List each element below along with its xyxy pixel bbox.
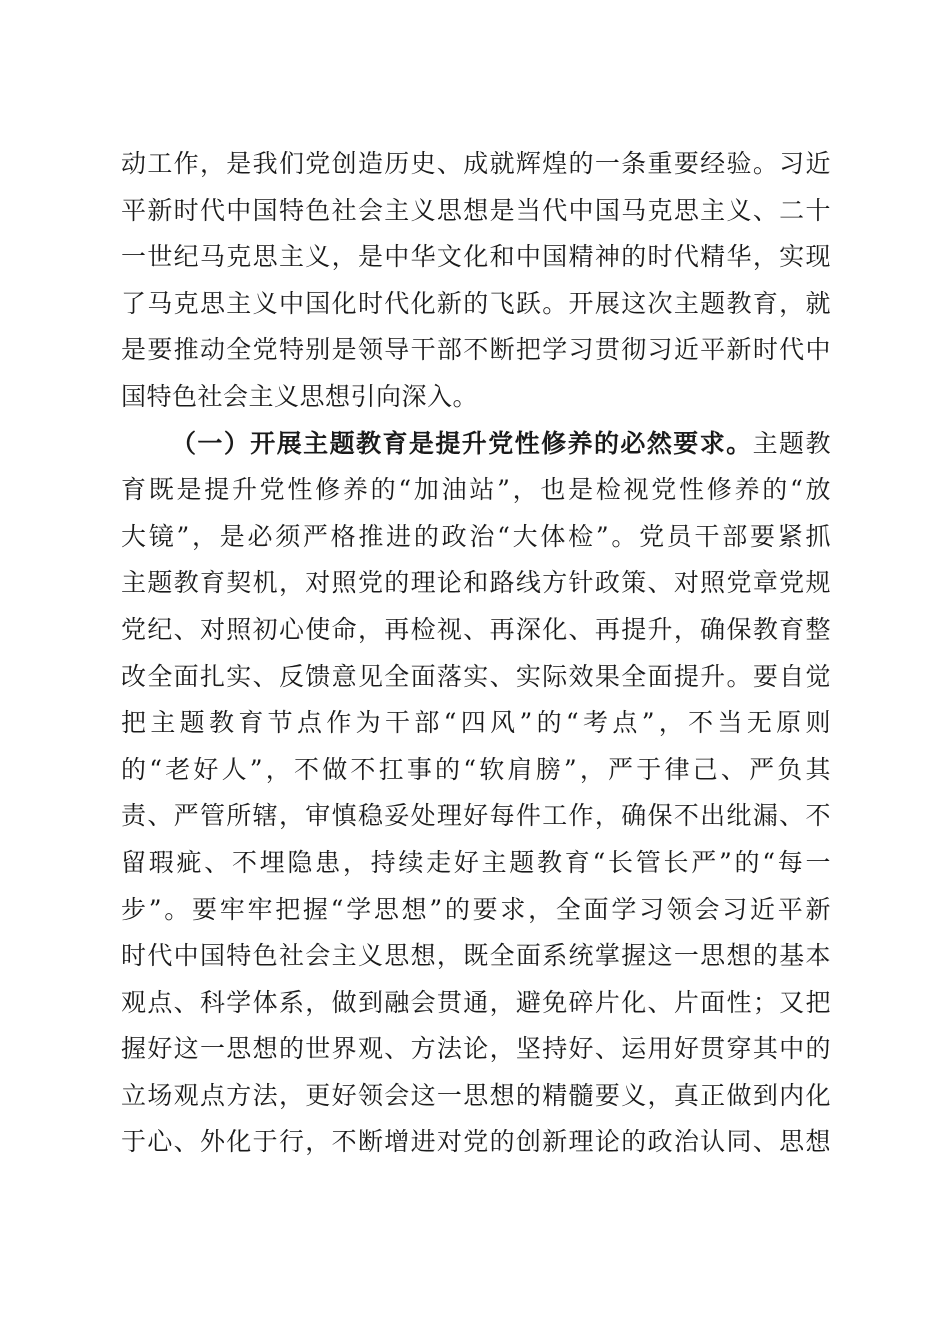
text-line: 育既是提升党性修养的“加油站”，也是检视党性修养的“放 [121,475,831,505]
text-line: 改全面扎实、反馈意见全面落实、实际效果全面提升。要自觉 [121,661,831,691]
text-line: 把主题教育节点作为干部“四风”的“考点”，不当无原则 [121,708,831,738]
text-line: 步”。要牢牢把握“学思想”的要求，全面学习领会习近平新 [121,894,831,924]
paragraph-1 [121,141,831,421]
text-line: 平新时代中国特色社会主义思想是当代中国马克思主义、二十 [121,195,831,225]
text-line: 国特色社会主义思想引向深入。 [121,381,479,411]
text-line: 立场观点方法，更好领会这一思想的精髓要义，真正做到内化 [121,1080,831,1110]
text-line: 观点、科学体系，做到融会贯通，避免碎片化、片面性；又把 [121,987,831,1017]
text-line: 了马克思主义中国化时代化新的飞跃。开展这次主题教育，就 [121,288,831,318]
paragraph-2 [121,421,831,1167]
text-line: 于心、外化于行，不断增进对党的创新理论的政治认同、思想 [121,1127,831,1157]
text-line: 握好这一思想的世界观、方法论，坚持好、运用好贯穿其中的 [121,1034,831,1064]
body-text [121,141,831,1166]
text-line: 的“老好人”，不做不扛事的“软肩膀”，严于律己、严负其 [121,754,831,784]
text-line: 动工作，是我们党创造历史、成就辉煌的一条重要经验。习近 [121,149,831,178]
text-run: 主题教 [752,428,831,458]
text-line: 大镜”，是必须严格推进的政治“大体检”。党员干部要紧抓 [121,521,831,551]
text-line: 是要推动全党特别是领导干部不断把学习贯彻习近平新时代中 [121,335,831,365]
text-line: 责、严管所辖，审慎稳妥处理好每件工作，确保不出纰漏、不 [121,801,831,831]
text-line: 留瑕疵、不埋隐患，持续走好主题教育“长管长严”的“每一 [121,847,831,877]
text-line: 时代中国特色社会主义思想，既全面系统掌握这一思想的基本 [121,941,831,971]
text-line: 党纪、对照初心使命，再检视、再深化、再提升，确保教育整 [121,614,831,644]
text-line-first [121,421,831,468]
section-heading: （一）开展主题教育是提升党性修养的必然要求。 [171,428,753,458]
text-line: 主题教育契机，对照党的理论和路线方针政策、对照党章党规 [121,568,831,598]
text-line: 一世纪马克思主义，是中华文化和中国精神的时代精华，实现 [121,242,831,272]
